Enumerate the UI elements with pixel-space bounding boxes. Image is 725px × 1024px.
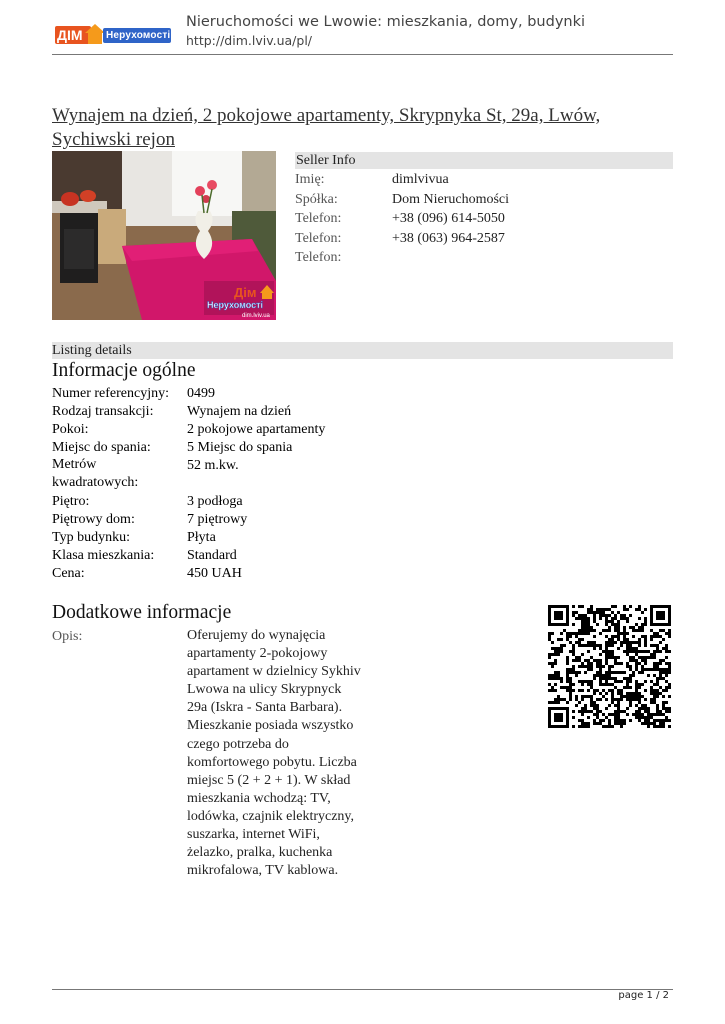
qr-code[interactable] bbox=[546, 603, 673, 730]
detail-value-building-type: Płyta bbox=[187, 530, 216, 545]
footer-divider bbox=[52, 989, 673, 990]
site-title: Nieruchomości we Lwowie: mieszkania, domy, budynki bbox=[186, 14, 586, 30]
detail-key: Numer referencyjny: bbox=[52, 386, 169, 401]
page-number: page 1 / 2 bbox=[618, 990, 669, 1001]
additional-info-heading: Dodatkowe informacje bbox=[52, 602, 232, 623]
seller-value[interactable] bbox=[392, 229, 505, 249]
detail-value-area: 52 m.kw. bbox=[187, 458, 239, 473]
seller-phone-2[interactable]: +38 (063) 964-2587 bbox=[392, 231, 505, 246]
detail-value-transaction: Wynajem na dzień bbox=[187, 404, 292, 419]
general-info-heading: Informacje ogólne bbox=[52, 360, 196, 381]
logo-text-dim: ДІМ bbox=[57, 27, 83, 43]
seller-row bbox=[295, 209, 341, 229]
detail-key: Klasa mieszkania: bbox=[52, 548, 155, 563]
qr-code-graphic bbox=[546, 603, 673, 730]
site-url[interactable]: http://dim.lviv.ua/pl/ bbox=[186, 33, 313, 48]
seller-info-bar bbox=[295, 152, 673, 169]
site-logo[interactable] bbox=[55, 24, 171, 46]
listing-title[interactable]: Wynajem na dzień, 2 pokojowe apartamenty, Skrypnyka St, 29a, Lwów, Sychiwski rejon bbox=[52, 105, 601, 150]
seller-row bbox=[295, 170, 325, 190]
photo-watermark-nerukhomosti: Нерухомості bbox=[207, 300, 263, 310]
house-icon bbox=[85, 24, 105, 33]
seller-value bbox=[392, 190, 509, 210]
detail-key: Metrów kwadratowych: bbox=[52, 457, 139, 491]
detail-value-reference: 0499 bbox=[187, 386, 215, 401]
logo-nerukhomosti-block bbox=[103, 28, 171, 43]
listing-details-heading: Listing details bbox=[52, 343, 132, 358]
detail-key: Rodzaj transakcji: bbox=[52, 404, 154, 419]
listing-photo-drawing bbox=[52, 151, 276, 320]
seller-row bbox=[295, 229, 341, 249]
seller-value bbox=[392, 170, 449, 190]
description-label-text: Opis: bbox=[52, 629, 83, 644]
detail-value-floor: 3 podłoga bbox=[187, 494, 243, 509]
detail-value-class: Standard bbox=[187, 548, 237, 563]
detail-key: Piętrowy dom: bbox=[52, 512, 135, 527]
detail-key: Miejsc do spania: bbox=[52, 440, 151, 455]
seller-row bbox=[295, 248, 341, 268]
detail-key: Cena: bbox=[52, 566, 85, 581]
listing-photo bbox=[52, 151, 276, 320]
detail-key: Pokoi: bbox=[52, 422, 89, 437]
photo-watermark-url: dim.lviv.ua bbox=[242, 313, 270, 319]
logo-text-nerukhomosti: Нерухомості bbox=[106, 30, 171, 41]
detail-key: Typ budynku: bbox=[52, 530, 130, 545]
description-label bbox=[52, 627, 82, 647]
detail-value-rooms: 2 pokojowe apartamenty bbox=[187, 422, 326, 437]
seller-phone-1[interactable]: +38 (096) 614-5050 bbox=[392, 211, 505, 226]
detail-value-sleeping: 5 Miejsc do spania bbox=[187, 440, 293, 455]
seller-info-heading: Seller Info bbox=[296, 153, 356, 168]
detail-key: Piętro: bbox=[52, 494, 90, 509]
seller-key: Telefon: bbox=[295, 231, 342, 246]
seller-value[interactable] bbox=[392, 209, 505, 229]
detail-value-price: 450 UAH bbox=[187, 566, 242, 581]
seller-key: Telefon: bbox=[295, 250, 342, 265]
seller-key: Imię: bbox=[295, 172, 325, 187]
photo-watermark-dim: Дім bbox=[234, 285, 257, 300]
description-text: Oferujemy do wynajęcia apartamenty 2-pokojowy apartament w dzielnicy Sykhiv Lwowa na ulicy Skrypnyck 29a (Iskra - Santa Barbara). Mieszkanie posiada wszystko czego potrzeba do komfortowego pobytu. Liczba miejsc 5 (2 + 2 + 1). W skład mieszkania wchodzą: TV, lodówka, czajnik elektryczny, suszarka, internet WiFi, żelazko, pralka, kuchenka mikrofalowa, TV kablowa. bbox=[187, 628, 361, 879]
seller-row bbox=[295, 190, 338, 210]
listing-details-bar bbox=[52, 342, 673, 359]
detail-value-floors: 7 piętrowy bbox=[187, 512, 248, 527]
seller-key: Spółka: bbox=[295, 192, 338, 207]
house-icon-body bbox=[88, 33, 102, 44]
seller-company: Dom Nieruchomości bbox=[392, 192, 510, 207]
seller-name: dimlvivua bbox=[392, 172, 449, 187]
header-divider bbox=[52, 54, 673, 55]
seller-key: Telefon: bbox=[295, 211, 342, 226]
